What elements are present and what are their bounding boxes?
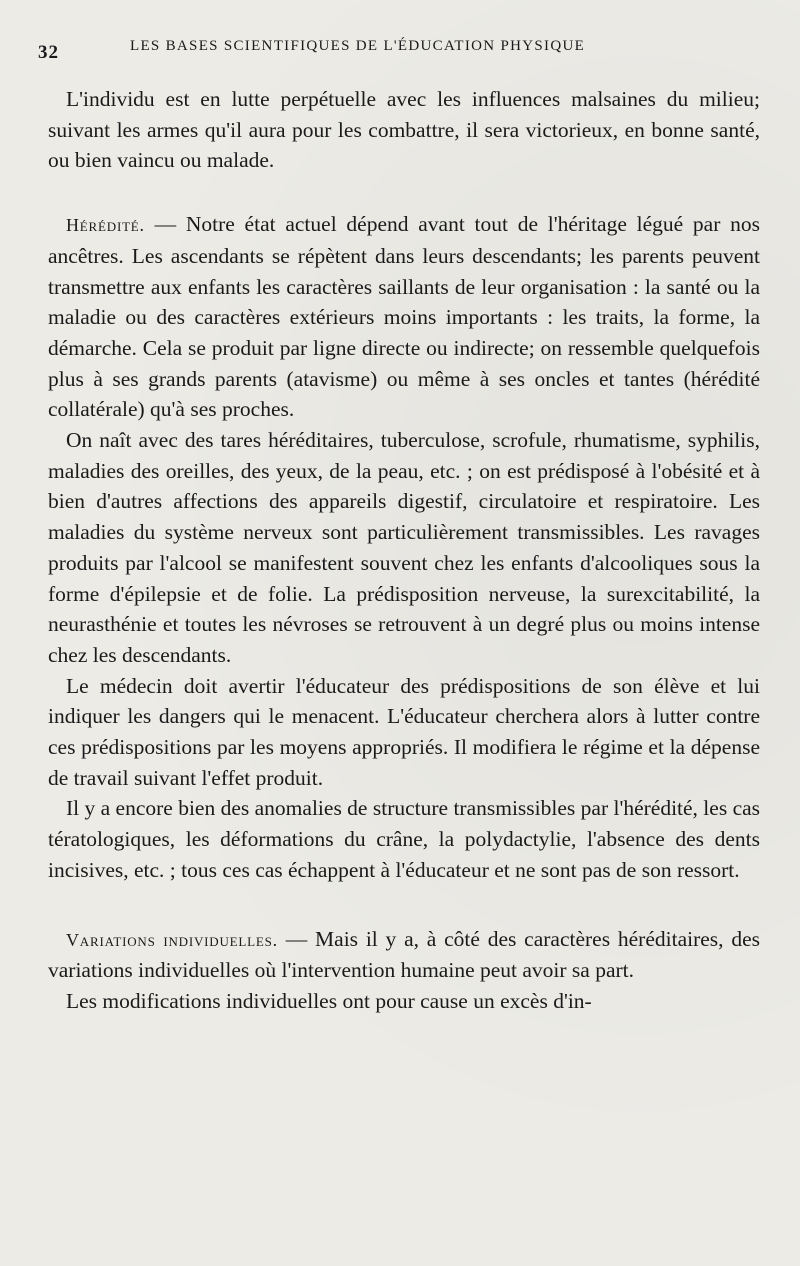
- paragraph-heredity: [48, 209, 760, 425]
- paragraph-individual-variations: [48, 924, 760, 986]
- paragraph-individual-modifications: Les modifications individuelles ont pour cause un excès d'in-: [66, 988, 592, 1013]
- paragraph-individual-struggle: L'individu est en lutte perpétuelle avec les influences malsaines du milieu; suivant les armes qu'il aura pour les combattre, il sera victorieux, en bonne santé, ou bien vaincu ou malade.: [48, 87, 760, 173]
- paragraph-hereditary-defects: On naît avec des tares héréditaires, tuberculose, scrofule, rhumatisme, syphilis, maladies des oreilles, des yeux, de la peau, etc. ; on est prédisposé à l'obésité et à bien d'autres affections des appareils digestif, circulatoire et respiratoire. Les maladies du système nerveux sont particulièrement transmissibles. Les ravages produits par l'alcool se manifestent souvent chez les enfants d'alcooliques sous la forme d'épilepsie et de folie. La prédisposition nerveuse, la surexcitabilité, la neurasthénie et toutes les névroses se retrouvent à un degré plus ou moins intense chez les descendants.: [48, 428, 760, 667]
- paragraph-physician-role: Le médecin doit avertir l'éducateur des prédispositions de son élève et lui indiquer les dangers qui le menacent. L'éducateur cherchera alors à lutter contre ces prédispositions par les moyens appropriés. Il modifiera le régime et la dépense de travail suivant l'effet produit.: [48, 673, 760, 790]
- section-gap: [48, 176, 760, 209]
- paragraph-structural-anomalies: Il y a encore bien des anomalies de structure transmissibles par l'hérédité, les cas tératologiques, les déformations du crâne, la polydactylie, l'absence des dents incisives, etc. ; tous ces cas échappent à l'éducateur et ne sont pas de son ressort.: [48, 796, 761, 882]
- running-head: [38, 38, 760, 68]
- section-heading-variations: Variations individuelles.: [66, 929, 278, 950]
- body-text: [48, 84, 760, 1017]
- running-title: LES BASES SCIENTIFIQUES DE L'ÉDUCATION PHYSIQUE: [130, 38, 586, 54]
- section-gap: [48, 886, 760, 924]
- section-heading-heredity: Hérédité.: [66, 215, 145, 236]
- paragraph-heredity-text: — Notre état actuel dépend avant tout de l'héritage légué par nos ancêtres. Les ascendants se répètent dans leurs descendants; les parents peuvent transmettre aux enfants les caractères saillants de leur organisation : la santé ou la maladie ou des caractères extérieurs moins importants : les traits, la forme, la démarche. Cela se produit par ligne directe ou indirecte; on ressemble quelquefois plus à ses grands parents (atavisme) ou même à ses oncles et tantes (hérédité collatérale) qu'à ses proches.: [48, 212, 760, 422]
- page-number: 32: [38, 42, 59, 63]
- paragraph-variations-text: — Mais il y a, à côté des caractères héréditaires, des variations individuelles où l'intervention humaine peut avoir sa part.: [48, 926, 760, 983]
